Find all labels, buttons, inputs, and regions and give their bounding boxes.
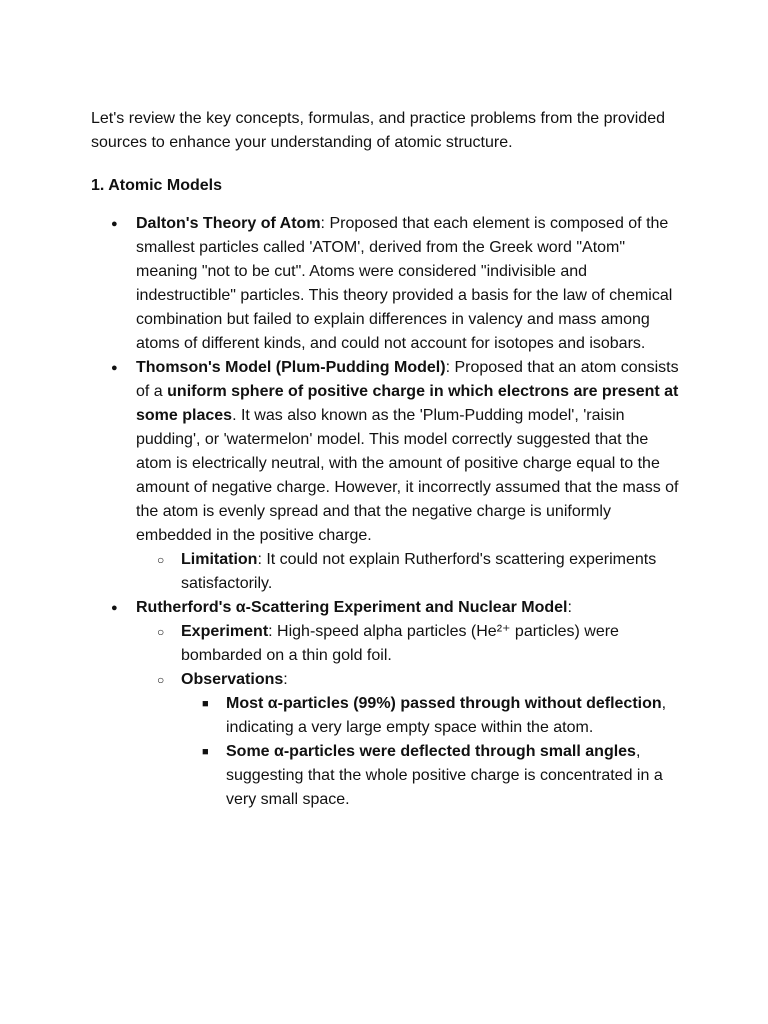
experiment-label: Experiment bbox=[181, 623, 269, 640]
observation-2-text: , suggesting that the whole positive charge is concentrated in a very small space. bbox=[226, 743, 663, 808]
experiment-text: : High-speed alpha particles (He²⁺ particles) were bombarded on a thin gold foil. bbox=[181, 623, 619, 664]
observations-sublist bbox=[226, 692, 681, 812]
rutherford-sublist bbox=[181, 620, 681, 812]
list-item-rutherford bbox=[136, 596, 681, 812]
atomic-models-list bbox=[136, 212, 681, 812]
thomson-text-a: : Proposed that an atom consists of a bbox=[136, 359, 679, 400]
observations-colon: : bbox=[283, 671, 288, 688]
observation-2-bold: Some α-particles were deflected through small angles bbox=[226, 743, 636, 760]
observations-label: Observations bbox=[181, 671, 284, 688]
thomson-sublist bbox=[181, 548, 681, 596]
sub-item-limitation bbox=[181, 548, 681, 596]
dalton-title: Dalton's Theory of Atom bbox=[136, 215, 321, 232]
intro-paragraph: Let's review the key concepts, formulas, and practice problems from the provided sources to enhance your understanding of atomic structure. bbox=[91, 110, 665, 151]
observation-item-1 bbox=[226, 692, 681, 740]
limitation-label: Limitation bbox=[181, 551, 258, 568]
limitation-text: : It could not explain Rutherford's scattering experiments satisfactorily. bbox=[181, 551, 657, 592]
observation-1-text: , indicating a very large empty space within the atom. bbox=[226, 695, 667, 736]
thomson-title: Thomson's Model (Plum-Pudding Model) bbox=[136, 359, 446, 376]
list-item-dalton bbox=[136, 212, 681, 356]
list-item-thomson bbox=[136, 356, 681, 596]
sub-item-experiment bbox=[181, 620, 681, 668]
thomson-text-b: . It was also known as the 'Plum-Pudding model', 'raisin pudding', or 'watermelon' model. This model correctly suggested that the atom is electrically neutral, with the amount of positive charge equal to the amount of negative charge. However, it incorrectly assumed that the mass of the atom is evenly spread and that the negative charge is uniformly embedded in the positive charge. bbox=[136, 407, 679, 544]
sub-item-observations bbox=[181, 668, 681, 812]
dalton-text: : Proposed that each element is composed of the smallest particles called 'ATOM', derived from the Greek word "Atom" meaning "not to be cut". Atoms were considered "indivisible and indestructible" particles. This theory provided a basis for the law of chemical combination but failed to explain differences in valency and mass among atoms of different kinds, and could not account for isotopes and isobars. bbox=[136, 215, 673, 352]
rutherford-title: Rutherford's α-Scattering Experiment and Nuclear Model bbox=[136, 599, 568, 616]
rutherford-colon: : bbox=[567, 599, 572, 616]
section-heading: 1. Atomic Models bbox=[91, 177, 222, 194]
observation-item-2 bbox=[226, 740, 681, 812]
thomson-emphasis: uniform sphere of positive charge in which electrons are present at some places bbox=[136, 383, 679, 424]
observation-1-bold: Most α-particles (99%) passed through without deflection bbox=[226, 695, 662, 712]
